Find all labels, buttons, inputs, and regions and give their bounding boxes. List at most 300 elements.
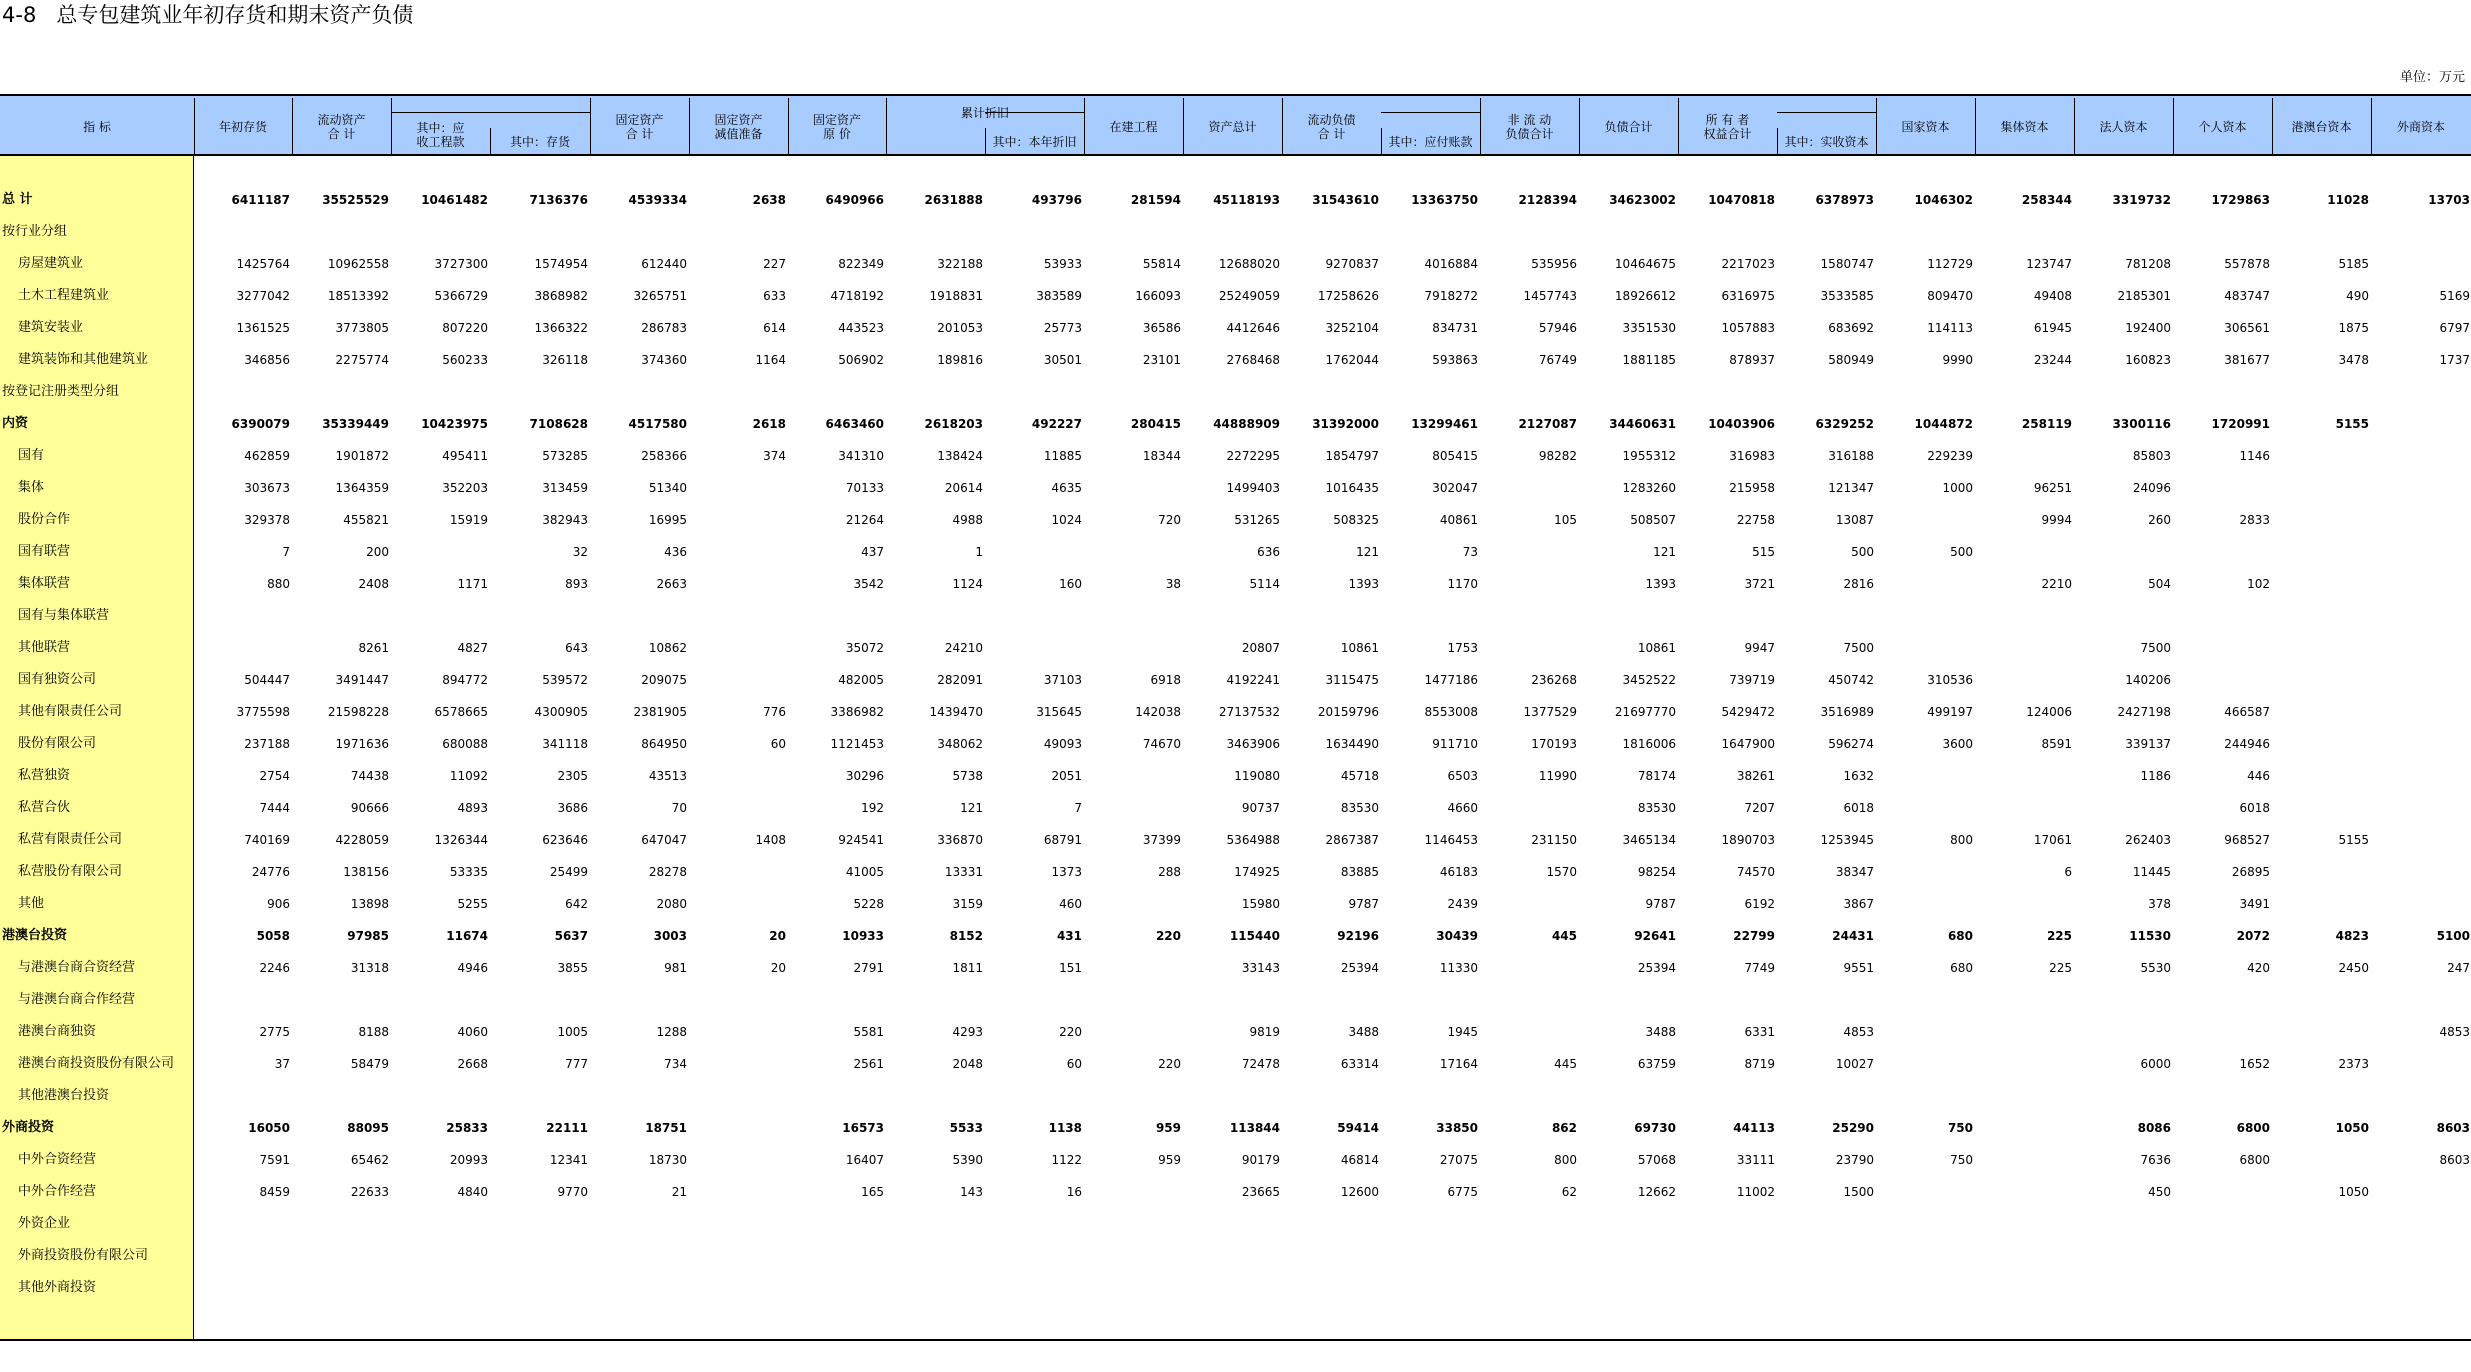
cell-value: 1005 bbox=[557, 1025, 588, 1039]
cell-value bbox=[1086, 632, 1181, 664]
cell-value: 247 bbox=[2447, 961, 2470, 975]
cell-value: 1408 bbox=[755, 833, 786, 847]
cell-value: 880 bbox=[267, 577, 290, 591]
cell-value: 1439470 bbox=[929, 705, 983, 719]
cell-value: 316188 bbox=[1828, 449, 1874, 463]
cell-value: 11530 bbox=[2129, 929, 2171, 943]
cell-value: 776 bbox=[763, 705, 786, 719]
cell-value: 22758 bbox=[1736, 513, 1775, 527]
cell-value: 750 bbox=[1947, 1121, 1973, 1135]
cell-value: 220 bbox=[1059, 1025, 1082, 1039]
cell-value: 781208 bbox=[2125, 257, 2171, 271]
cell-value bbox=[2175, 632, 2270, 664]
cell-value: 215958 bbox=[1729, 481, 1775, 495]
cell-value bbox=[1581, 376, 1676, 408]
cell-value: 4300905 bbox=[534, 705, 588, 719]
cell-value: 3491447 bbox=[335, 673, 389, 687]
cell-value: 2128394 bbox=[1518, 193, 1577, 207]
header-total-liabilities: 负债合计 bbox=[1604, 120, 1653, 134]
cell-value bbox=[2375, 984, 2470, 1016]
cell-value: 734 bbox=[664, 1057, 687, 1071]
cell-value: 55814 bbox=[1142, 257, 1181, 271]
cell-value: 20993 bbox=[449, 1153, 488, 1167]
cell-value: 7749 bbox=[1744, 961, 1775, 975]
cell-value bbox=[2175, 1208, 2270, 1240]
cell-value: 10962558 bbox=[327, 257, 389, 271]
cell-value: 18513392 bbox=[327, 289, 389, 303]
cell-value bbox=[1878, 376, 1973, 408]
cell-value bbox=[2375, 856, 2470, 888]
table-row bbox=[0, 888, 2471, 920]
cell-value bbox=[1977, 1208, 2072, 1240]
cell-value: 73 bbox=[1462, 545, 1478, 559]
cell-value: 92196 bbox=[1337, 929, 1379, 943]
cell-value: 8603 bbox=[2436, 1121, 2470, 1135]
cell-value bbox=[294, 1240, 389, 1272]
cell-value: 800 bbox=[1950, 833, 1973, 847]
cell-value: 5738 bbox=[952, 769, 983, 783]
cell-value bbox=[789, 1272, 884, 1304]
cell-value bbox=[1977, 664, 2072, 696]
cell-value bbox=[789, 1208, 884, 1240]
cell-value: 2618 bbox=[752, 417, 786, 431]
cell-value bbox=[1878, 792, 1973, 824]
cell-value: 306561 bbox=[2224, 321, 2270, 335]
cell-value: 462859 bbox=[244, 449, 290, 463]
row-label: 其他外商投资 bbox=[18, 1280, 97, 1295]
cell-value: 282091 bbox=[937, 673, 983, 687]
cell-value bbox=[789, 984, 884, 1016]
cell-value: 40861 bbox=[1439, 513, 1478, 527]
cell-value bbox=[1977, 1240, 2072, 1272]
cell-value: 9947 bbox=[1744, 641, 1775, 655]
table-row bbox=[0, 760, 2471, 792]
header-state-capital: 国家资本 bbox=[1901, 120, 1950, 134]
cell-value: 1854797 bbox=[1325, 449, 1379, 463]
cell-value: 1050 bbox=[2335, 1121, 2369, 1135]
table-row bbox=[0, 1272, 2471, 1304]
cell-value: 4853 bbox=[1843, 1025, 1874, 1039]
cell-value bbox=[2274, 1272, 2369, 1304]
cell-value bbox=[2375, 696, 2470, 728]
cell-value bbox=[1977, 792, 2072, 824]
cell-value: 326118 bbox=[542, 353, 588, 367]
cell-value: 1364359 bbox=[335, 481, 389, 495]
row-label: 股份合作 bbox=[18, 512, 71, 527]
cell-value bbox=[1086, 1016, 1181, 1048]
cell-value: 9819 bbox=[1249, 1025, 1280, 1039]
cell-value: 6331 bbox=[1744, 1025, 1775, 1039]
cell-value bbox=[195, 1208, 290, 1240]
cell-value: 22799 bbox=[1733, 929, 1775, 943]
cell-value bbox=[1086, 1208, 1181, 1240]
cell-value bbox=[1284, 600, 1379, 632]
row-label: 私营股份有限公司 bbox=[18, 864, 123, 879]
cell-value: 33111 bbox=[1736, 1153, 1775, 1167]
cell-value bbox=[789, 1080, 884, 1112]
cell-value: 680 bbox=[1947, 929, 1973, 943]
cell-value bbox=[2375, 568, 2470, 600]
cell-value: 8152 bbox=[949, 929, 983, 943]
cell-value: 5255 bbox=[457, 897, 488, 911]
cell-value: 2867387 bbox=[1325, 833, 1379, 847]
cell-value: 142038 bbox=[1135, 705, 1181, 719]
cell-value bbox=[1878, 1272, 1973, 1304]
cell-value: 10027 bbox=[1835, 1057, 1874, 1071]
cell-value: 636 bbox=[1257, 545, 1280, 559]
cell-value bbox=[2175, 984, 2270, 1016]
row-label: 与港澳台商合作经营 bbox=[18, 992, 136, 1007]
cell-value bbox=[691, 216, 786, 248]
cell-value: 98254 bbox=[1637, 865, 1676, 879]
cell-value: 33143 bbox=[1241, 961, 1280, 975]
cell-value: 4412646 bbox=[1226, 321, 1280, 335]
table-row bbox=[0, 952, 2471, 984]
cell-value bbox=[1284, 984, 1379, 1016]
table-row bbox=[0, 792, 2471, 824]
cell-value bbox=[1482, 568, 1577, 600]
cell-value: 315645 bbox=[1036, 705, 1082, 719]
cell-value: 25394 bbox=[1637, 961, 1676, 975]
cell-value: 97985 bbox=[347, 929, 389, 943]
cell-value: 968527 bbox=[2224, 833, 2270, 847]
cell-value: 34460631 bbox=[1609, 417, 1676, 431]
cell-value: 4635 bbox=[1051, 481, 1082, 495]
table-row bbox=[0, 184, 2471, 216]
cell-value bbox=[2375, 728, 2470, 760]
cell-value bbox=[691, 376, 786, 408]
cell-value: 593863 bbox=[1432, 353, 1478, 367]
cell-value: 1146453 bbox=[1424, 833, 1478, 847]
table-row bbox=[0, 376, 2471, 408]
cell-value: 5185 bbox=[2338, 257, 2369, 271]
cell-value: 23665 bbox=[1241, 1185, 1280, 1199]
cell-value: 92641 bbox=[1634, 929, 1676, 943]
cell-value: 280415 bbox=[1130, 417, 1181, 431]
cell-value bbox=[1878, 1048, 1973, 1080]
cell-value: 2272295 bbox=[1226, 449, 1280, 463]
cell-value: 4823 bbox=[2335, 929, 2369, 943]
cell-value: 466587 bbox=[2224, 705, 2270, 719]
cell-value: 1393 bbox=[1348, 577, 1379, 591]
cell-value: 500 bbox=[1851, 545, 1874, 559]
cell-value bbox=[1284, 1240, 1379, 1272]
cell-value bbox=[2375, 536, 2470, 568]
cell-value: 643 bbox=[565, 641, 588, 655]
cell-value: 17164 bbox=[1439, 1057, 1478, 1071]
cell-value: 2791 bbox=[853, 961, 884, 975]
cell-value bbox=[1581, 1240, 1676, 1272]
cell-value: 74670 bbox=[1142, 737, 1181, 751]
cell-value: 7500 bbox=[1843, 641, 1874, 655]
cell-value bbox=[2076, 376, 2171, 408]
cell-value bbox=[2375, 472, 2470, 504]
cell-value: 62 bbox=[1561, 1185, 1577, 1199]
table-row bbox=[0, 344, 2471, 376]
cell-value: 531265 bbox=[1234, 513, 1280, 527]
cell-value: 8553008 bbox=[1424, 705, 1478, 719]
cell-value bbox=[2274, 728, 2369, 760]
cell-value: 352203 bbox=[442, 481, 488, 495]
cell-value bbox=[1680, 984, 1775, 1016]
cell-value: 70 bbox=[671, 801, 687, 815]
cell-value: 5155 bbox=[2335, 417, 2369, 431]
cell-value: 2080 bbox=[656, 897, 687, 911]
cell-value bbox=[592, 600, 687, 632]
cell-value bbox=[691, 632, 786, 664]
cell-value: 38261 bbox=[1736, 769, 1775, 783]
cell-value bbox=[1977, 536, 2072, 568]
cell-value: 1753 bbox=[1447, 641, 1478, 655]
cell-value: 23101 bbox=[1142, 353, 1181, 367]
cell-value bbox=[691, 1272, 786, 1304]
cell-value: 5058 bbox=[256, 929, 290, 943]
table-row bbox=[0, 728, 2471, 760]
cell-value bbox=[2175, 1240, 2270, 1272]
cell-value: 893 bbox=[565, 577, 588, 591]
table-row bbox=[0, 1208, 2471, 1240]
cell-value bbox=[691, 1208, 786, 1240]
cell-value bbox=[1086, 376, 1181, 408]
cell-value bbox=[1185, 1208, 1280, 1240]
cell-value bbox=[1086, 536, 1181, 568]
cell-value: 16 bbox=[1066, 1185, 1082, 1199]
cell-value bbox=[2375, 664, 2470, 696]
cell-value: 2638 bbox=[752, 193, 786, 207]
cell-value bbox=[393, 536, 488, 568]
cell-value: 1016435 bbox=[1325, 481, 1379, 495]
cell-value bbox=[294, 1080, 389, 1112]
cell-value bbox=[691, 664, 786, 696]
cell-value bbox=[789, 1240, 884, 1272]
cell-value: 6378973 bbox=[1815, 193, 1874, 207]
cell-value: 102 bbox=[2247, 577, 2270, 591]
cell-value: 44113 bbox=[1733, 1121, 1775, 1135]
row-label: 总 计 bbox=[2, 192, 33, 207]
cell-value: 4228059 bbox=[335, 833, 389, 847]
cell-value bbox=[493, 216, 588, 248]
cell-value bbox=[2375, 824, 2470, 856]
cell-value: 7500 bbox=[2140, 641, 2171, 655]
cell-value: 13331 bbox=[944, 865, 983, 879]
cell-value bbox=[2076, 792, 2171, 824]
cell-value: 4293 bbox=[952, 1025, 983, 1039]
cell-value bbox=[493, 1080, 588, 1112]
cell-value: 244946 bbox=[2224, 737, 2270, 751]
cell-value: 63314 bbox=[1340, 1057, 1379, 1071]
cell-value bbox=[691, 984, 786, 1016]
cell-value: 834731 bbox=[1432, 321, 1478, 335]
cell-value: 8086 bbox=[2137, 1121, 2171, 1135]
cell-value bbox=[1482, 632, 1577, 664]
header-fixed-assets: 固定资产 合 计 bbox=[615, 113, 664, 141]
header-indicator: 指 标 bbox=[83, 120, 111, 134]
cell-value: 258344 bbox=[2021, 193, 2072, 207]
row-label: 按行业分组 bbox=[2, 224, 68, 239]
cell-value: 1570 bbox=[1546, 865, 1577, 879]
cell-value bbox=[2076, 1208, 2171, 1240]
row-label: 外资企业 bbox=[18, 1216, 71, 1231]
cell-value bbox=[1185, 984, 1280, 1016]
cell-value: 1647900 bbox=[1721, 737, 1775, 751]
cell-value: 16407 bbox=[845, 1153, 884, 1167]
cell-value: 3277042 bbox=[236, 289, 290, 303]
cell-value bbox=[1680, 1208, 1775, 1240]
cell-value bbox=[1680, 216, 1775, 248]
cell-value bbox=[294, 216, 389, 248]
cell-value: 3855 bbox=[557, 961, 588, 975]
cell-value bbox=[789, 216, 884, 248]
cell-value: 83530 bbox=[1340, 801, 1379, 815]
cell-value bbox=[592, 984, 687, 1016]
cell-value bbox=[1878, 504, 1973, 536]
cell-value: 260 bbox=[2148, 513, 2171, 527]
cell-value: 303673 bbox=[244, 481, 290, 495]
cell-value: 720 bbox=[1158, 513, 1181, 527]
cell-value: 3386982 bbox=[830, 705, 884, 719]
cell-value: 209075 bbox=[641, 673, 687, 687]
cell-value bbox=[592, 376, 687, 408]
cell-value: 9990 bbox=[1942, 353, 1973, 367]
cell-value bbox=[2375, 888, 2470, 920]
cell-value: 35339449 bbox=[322, 417, 389, 431]
cell-value: 225 bbox=[2046, 929, 2072, 943]
cell-value bbox=[1482, 600, 1577, 632]
table-title: 4-8 总专包建筑业年初存货和期末资产负债 bbox=[2, 3, 414, 27]
cell-value: 258119 bbox=[2021, 417, 2072, 431]
cell-value: 1762044 bbox=[1325, 353, 1379, 367]
cell-value bbox=[393, 376, 488, 408]
cell-value bbox=[2375, 1272, 2470, 1304]
cell-value bbox=[691, 472, 786, 504]
cell-value bbox=[1581, 600, 1676, 632]
cell-value bbox=[195, 1240, 290, 1272]
cell-value: 455821 bbox=[343, 513, 389, 527]
cell-value bbox=[592, 1208, 687, 1240]
cell-value: 4840 bbox=[457, 1185, 488, 1199]
cell-value: 981 bbox=[664, 961, 687, 975]
cell-value bbox=[393, 1208, 488, 1240]
cell-value: 10403906 bbox=[1708, 417, 1775, 431]
cell-value: 2373 bbox=[2338, 1057, 2369, 1071]
cell-value: 11092 bbox=[449, 769, 488, 783]
cell-value bbox=[2175, 1016, 2270, 1048]
cell-value: 38 bbox=[1165, 577, 1181, 591]
cell-value bbox=[987, 376, 1082, 408]
cell-value: 22111 bbox=[546, 1121, 588, 1135]
cell-value: 1326344 bbox=[434, 833, 488, 847]
cell-value: 2618203 bbox=[924, 417, 983, 431]
cell-value: 482005 bbox=[838, 673, 884, 687]
cell-value: 6329252 bbox=[1815, 417, 1874, 431]
cell-value bbox=[195, 376, 290, 408]
cell-value bbox=[2274, 696, 2369, 728]
cell-value: 2561 bbox=[853, 1057, 884, 1071]
cell-value bbox=[1581, 1208, 1676, 1240]
cell-value: 560233 bbox=[442, 353, 488, 367]
cell-value bbox=[2375, 792, 2470, 824]
cell-value: 229239 bbox=[1927, 449, 1973, 463]
cell-value: 36586 bbox=[1142, 321, 1181, 335]
cell-value: 6411187 bbox=[231, 193, 290, 207]
cell-value: 800 bbox=[1554, 1153, 1577, 1167]
cell-value: 1288 bbox=[656, 1025, 687, 1039]
cell-value bbox=[2274, 1208, 2369, 1240]
cell-value bbox=[2175, 376, 2270, 408]
cell-value: 1632 bbox=[1843, 769, 1874, 783]
cell-value: 5581 bbox=[853, 1025, 884, 1039]
cell-value: 31543610 bbox=[1312, 193, 1379, 207]
cell-value: 3775598 bbox=[236, 705, 290, 719]
cell-value: 495411 bbox=[442, 449, 488, 463]
cell-value: 5100 bbox=[2436, 929, 2470, 943]
cell-value bbox=[294, 1208, 389, 1240]
cell-value: 78174 bbox=[1637, 769, 1676, 783]
cell-value: 174925 bbox=[1234, 865, 1280, 879]
cell-value: 862 bbox=[1551, 1121, 1577, 1135]
cell-value: 5364988 bbox=[1226, 833, 1280, 847]
data-table bbox=[0, 94, 2471, 1341]
cell-value bbox=[1977, 1112, 2072, 1144]
cell-value bbox=[987, 984, 1082, 1016]
cell-value bbox=[1779, 1240, 1874, 1272]
cell-value bbox=[1185, 1080, 1280, 1112]
cell-value: 6503 bbox=[1447, 769, 1478, 783]
cell-value bbox=[987, 1080, 1082, 1112]
cell-value: 10862 bbox=[648, 641, 687, 655]
cell-value: 8719 bbox=[1744, 1057, 1775, 1071]
cell-value: 45118193 bbox=[1213, 193, 1280, 207]
row-label: 建筑安装业 bbox=[18, 320, 84, 335]
cell-value bbox=[2175, 664, 2270, 696]
cell-value: 623646 bbox=[542, 833, 588, 847]
cell-value: 34623002 bbox=[1609, 193, 1676, 207]
cell-value bbox=[691, 1080, 786, 1112]
cell-value: 535956 bbox=[1531, 257, 1577, 271]
row-label: 中外合资经营 bbox=[18, 1152, 97, 1167]
cell-value bbox=[1977, 1016, 2072, 1048]
cell-value bbox=[1482, 984, 1577, 1016]
cell-value: 57946 bbox=[1538, 321, 1577, 335]
cell-value bbox=[987, 632, 1082, 664]
cell-value: 443523 bbox=[838, 321, 884, 335]
cell-value: 8261 bbox=[358, 641, 389, 655]
row-label: 土木工程建筑业 bbox=[18, 288, 110, 303]
cell-value: 7207 bbox=[1744, 801, 1775, 815]
cell-value: 8188 bbox=[358, 1025, 389, 1039]
cell-value: 3319732 bbox=[2112, 193, 2171, 207]
cell-value: 59414 bbox=[1337, 1121, 1379, 1135]
cell-value: 6018 bbox=[2239, 801, 2270, 815]
cell-value bbox=[493, 984, 588, 1016]
header-receivables: 其中：应 收工程款 bbox=[416, 121, 465, 149]
cell-value: 378 bbox=[2148, 897, 2171, 911]
cell-value: 96251 bbox=[2033, 481, 2072, 495]
row-label: 国有 bbox=[18, 448, 45, 463]
cell-value: 5530 bbox=[2140, 961, 2171, 975]
cell-value: 10461482 bbox=[421, 193, 488, 207]
cell-value bbox=[987, 1240, 1082, 1272]
cell-value bbox=[195, 600, 290, 632]
cell-value: 3488 bbox=[1645, 1025, 1676, 1039]
cell-value: 3351530 bbox=[1622, 321, 1676, 335]
row-label: 其他港澳台投资 bbox=[18, 1088, 110, 1103]
cell-value bbox=[2076, 1080, 2171, 1112]
cell-value bbox=[691, 1176, 786, 1208]
cell-value: 3542 bbox=[853, 577, 884, 591]
cell-value: 13087 bbox=[1835, 513, 1874, 527]
cell-value: 24096 bbox=[2132, 481, 2171, 495]
